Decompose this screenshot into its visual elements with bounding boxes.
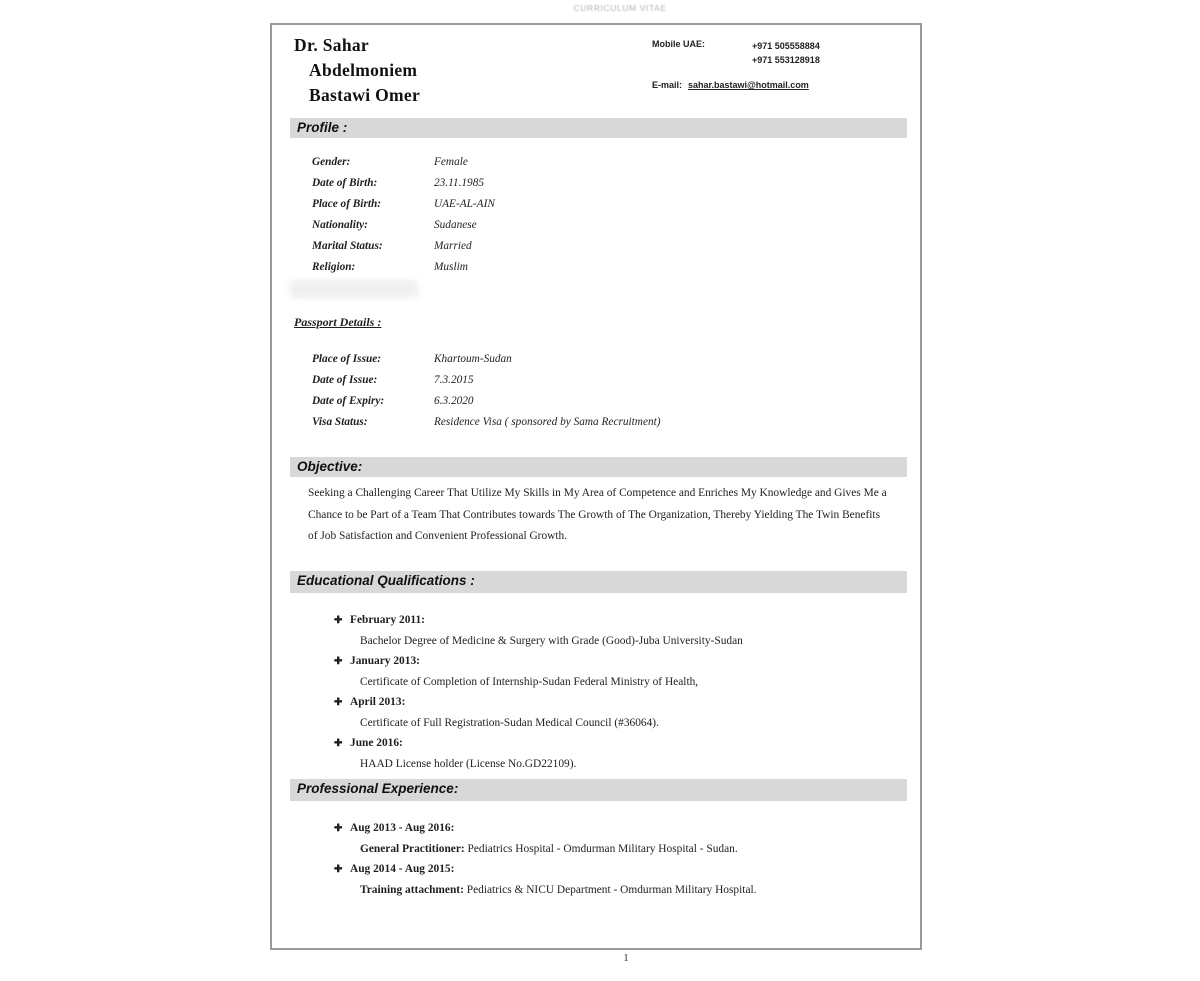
field-label: Date of Issue: xyxy=(312,374,378,386)
list-item xyxy=(334,610,743,651)
contact-block xyxy=(652,39,820,90)
item-date: April 2013: xyxy=(350,696,406,708)
email-row xyxy=(652,80,820,90)
field-value: UAE-AL-AIN xyxy=(434,198,495,210)
item-role-detail: Pediatrics & NICU Department - Omdurman Military Hospital. xyxy=(463,884,757,896)
item-date-line xyxy=(334,859,757,880)
table-row xyxy=(312,194,495,215)
email-link[interactable]: sahar.bastawi@hotmail.com xyxy=(688,80,809,90)
table-row xyxy=(312,349,661,370)
mobile-number-1: +971 505558884 xyxy=(752,41,820,51)
field-value: Muslim xyxy=(434,261,468,273)
name-line-2: Abdelmoniem xyxy=(309,60,418,80)
candidate-name xyxy=(294,33,420,108)
field-label: Place of Issue: xyxy=(312,353,382,365)
field-value: Married xyxy=(434,240,472,252)
item-date: February 2011: xyxy=(350,614,425,626)
section-heading-passport: Passport Details : xyxy=(294,315,382,329)
item-description: Certificate of Full Registration-Sudan Medical Council (#36064). xyxy=(360,717,659,729)
experience-list xyxy=(334,818,757,900)
scan-artifact-smudge xyxy=(290,280,418,298)
field-label: Date of Expiry: xyxy=(312,395,385,407)
page-number: 1 xyxy=(623,952,629,964)
mobile-number-2: +971 553128918 xyxy=(752,55,820,65)
table-row xyxy=(312,391,661,412)
item-date: June 2016: xyxy=(350,737,403,749)
item-date: Aug 2014 - Aug 2015: xyxy=(350,863,455,875)
item-description: HAAD License holder (License No.GD22109). xyxy=(360,758,577,770)
mobile-label: Mobile UAE: xyxy=(652,39,705,49)
field-value: Sudanese xyxy=(434,219,477,231)
field-value: Female xyxy=(434,156,468,168)
cross-bullet-icon: ✚ xyxy=(334,864,343,875)
cv-page xyxy=(270,23,922,950)
cross-bullet-icon: ✚ xyxy=(334,615,343,626)
field-label: Place of Birth: xyxy=(312,198,382,210)
field-value: Khartoum-Sudan xyxy=(434,353,512,365)
item-role-detail: Pediatrics Hospital - Omdurman Military Hospital - Sudan. xyxy=(464,843,738,855)
field-label: Gender: xyxy=(312,156,351,168)
cross-bullet-icon: ✚ xyxy=(334,697,343,708)
email-label: E-mail: xyxy=(652,80,683,90)
item-description xyxy=(334,880,757,900)
item-date-line xyxy=(334,651,743,672)
list-item xyxy=(334,733,743,774)
passport-table xyxy=(312,349,661,433)
cross-bullet-icon: ✚ xyxy=(334,738,343,749)
profile-table xyxy=(312,152,495,278)
document-watermark: CURRICULUM VITAE xyxy=(573,3,667,13)
item-date-line xyxy=(334,733,743,754)
section-heading-profile: Profile : xyxy=(290,118,907,138)
item-date: January 2013: xyxy=(350,655,420,667)
item-role: General Practitioner: xyxy=(360,843,465,855)
education-list xyxy=(334,610,743,774)
section-heading-education: Educational Qualifications : xyxy=(290,571,907,593)
cross-bullet-icon: ✚ xyxy=(334,656,343,667)
mobile-numbers xyxy=(752,39,820,67)
table-row xyxy=(312,370,661,391)
field-value: 6.3.2020 xyxy=(434,395,474,407)
item-date-line xyxy=(334,610,743,631)
field-label: Nationality: xyxy=(312,219,368,231)
field-label: Marital Status: xyxy=(312,240,383,252)
item-date-line xyxy=(334,692,743,713)
section-heading-experience: Professional Experience: xyxy=(290,779,907,801)
table-row xyxy=(312,236,495,257)
item-description: Certificate of Completion of Internship-Sudan Federal Ministry of Health, xyxy=(360,676,699,688)
item-date-line xyxy=(334,818,757,839)
field-label: Date of Birth: xyxy=(312,177,378,189)
field-label: Visa Status: xyxy=(312,416,368,428)
mobile-row xyxy=(652,39,820,67)
list-item xyxy=(334,651,743,692)
list-item xyxy=(334,859,757,900)
name-line-1: Dr. Sahar xyxy=(294,35,369,55)
section-heading-objective: Objective: xyxy=(290,457,907,477)
objective-paragraph: Seeking a Challenging Career That Utilize My Skills in My Area of Competence and Enriches My Knowledge and Gives Me a Chance to be Part of a Team That Contributes towards The Growth of The Organization, Thereby Yielding The Twin Benefits of Job Satisfaction and Convenient Professional Growth. xyxy=(308,487,887,542)
item-description: Bachelor Degree of Medicine & Surgery with Grade (Good)-Juba University-Sudan xyxy=(360,635,743,647)
field-label: Religion: xyxy=(312,261,356,273)
field-value: 7.3.2015 xyxy=(434,374,474,386)
item-description xyxy=(334,839,757,859)
list-item xyxy=(334,818,757,859)
list-item xyxy=(334,692,743,733)
name-line-3: Bastawi Omer xyxy=(309,85,421,105)
cross-bullet-icon: ✚ xyxy=(334,823,343,834)
item-role: Training attachment: xyxy=(360,884,464,896)
table-row xyxy=(312,152,495,173)
field-value: 23.11.1985 xyxy=(434,177,484,189)
table-row xyxy=(312,412,661,433)
table-row xyxy=(312,215,495,236)
field-value: Residence Visa ( sponsored by Sama Recruitment) xyxy=(434,416,661,428)
table-row xyxy=(312,257,495,278)
item-date: Aug 2013 - Aug 2016: xyxy=(350,822,455,834)
table-row xyxy=(312,173,495,194)
